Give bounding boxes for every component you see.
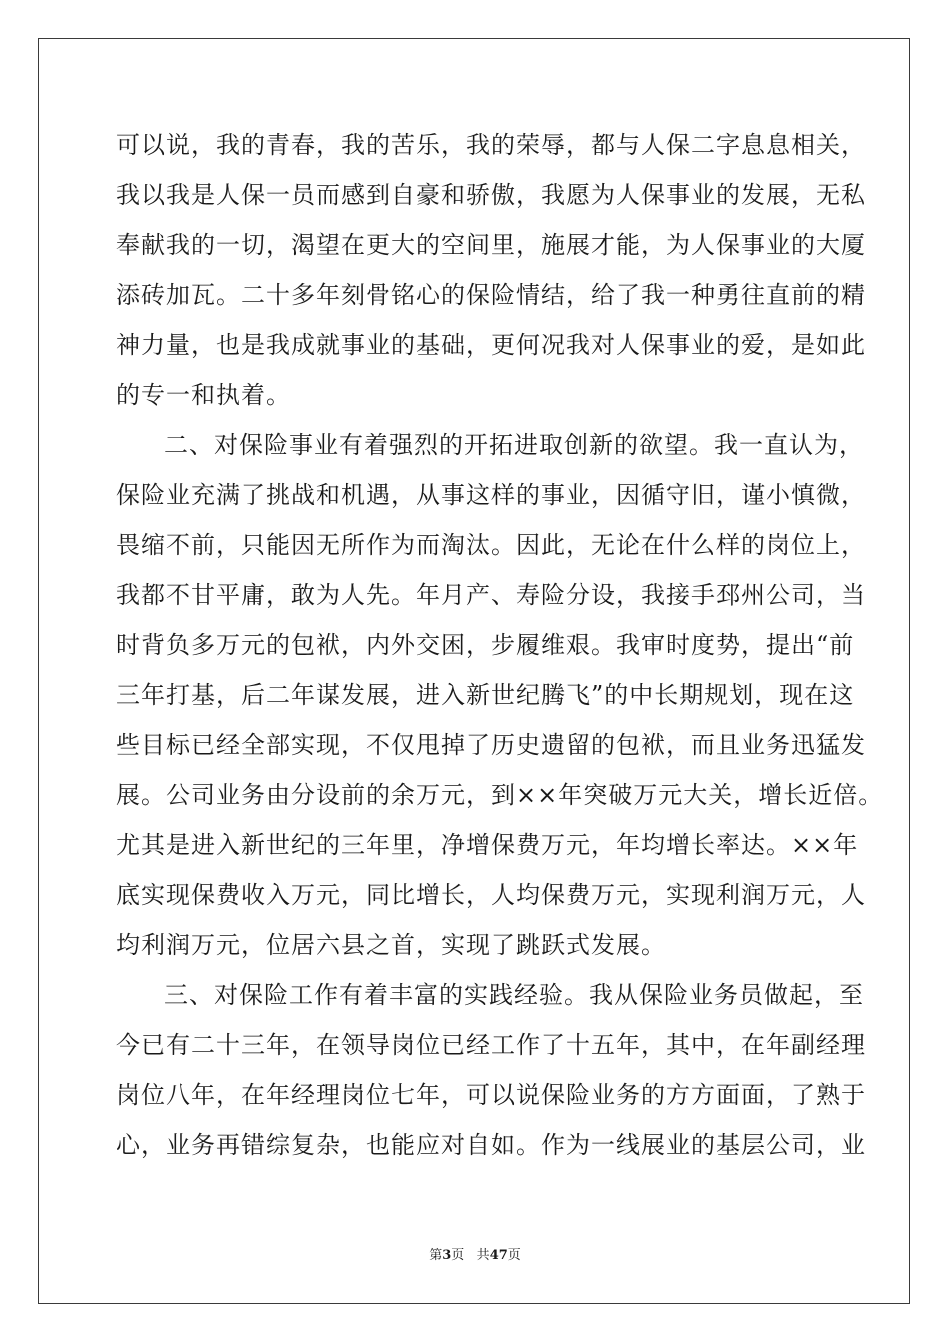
total-suffix: 页 bbox=[507, 1248, 521, 1263]
total-prefix: 共 bbox=[476, 1248, 490, 1263]
text-line: 岗位八年，在年经理岗位七年，可以说保险业务的方方面面，了熟于 bbox=[116, 1081, 866, 1109]
text-line: 些目标已经全部实现，不仅甩掉了历史遗留的包袱，而且业务迅猛发 bbox=[116, 731, 866, 759]
text-line: 尤其是进入新世纪的三年里，净增保费万元，年均增长率达。××年 bbox=[116, 831, 859, 859]
text-line: 三年打基，后二年谋发展，进入新世纪腾飞”的中长期规划，现在这 bbox=[116, 681, 855, 709]
text-line: 三、对保险工作有着丰富的实践经验。我从保险业务员做起，至 bbox=[164, 981, 864, 1009]
page-prefix: 第 bbox=[429, 1248, 443, 1263]
text-line: 我以我是人保一员而感到自豪和骄傲，我愿为人保事业的发展，无私 bbox=[116, 181, 866, 209]
text-line: 添砖加瓦。二十多年刻骨铭心的保险情结，给了我一种勇往直前的精 bbox=[116, 281, 866, 309]
document-body bbox=[116, 120, 884, 1170]
text-line: 展。公司业务由分设前的余万元，到××年突破万元大关，增长近倍。 bbox=[116, 781, 884, 809]
text-line: 神力量，也是我成就事业的基础，更何况我对人保事业的爱，是如此 bbox=[116, 331, 866, 359]
total-pages: 47 bbox=[489, 1248, 508, 1263]
text-line: 保险业充满了挑战和机遇，从事这样的事业，因循守旧，谨小慎微， bbox=[116, 481, 866, 509]
text-line: 二、对保险事业有着强烈的开拓进取创新的欲望。我一直认为， bbox=[164, 431, 864, 459]
text-line: 今已有二十三年，在领导岗位已经工作了十五年，其中，在年副经理 bbox=[116, 1031, 866, 1059]
page-footer bbox=[0, 1244, 950, 1263]
text-line: 奉献我的一切，渴望在更大的空间里，施展才能，为人保事业的大厦 bbox=[116, 231, 866, 259]
text-line: 心，业务再错综复杂，也能应对自如。作为一线展业的基层公司，业 bbox=[116, 1131, 866, 1159]
text-line: 底实现保费收入万元，同比增长，人均保费万元，实现利润万元，人 bbox=[116, 881, 866, 909]
text-line: 可以说，我的青春，我的苦乐，我的荣辱，都与人保二字息息相关， bbox=[116, 131, 866, 159]
text-line: 畏缩不前，只能因无所作为而淘汰。因此，无论在什么样的岗位上， bbox=[116, 531, 866, 559]
page-suffix: 页 bbox=[451, 1248, 465, 1263]
text-line: 均利润万元，位居六县之首，实现了跳跃式发展。 bbox=[116, 931, 666, 959]
text-line: 时背负多万元的包袱，内外交困，步履维艰。我审时度势，提出“前 bbox=[116, 631, 855, 659]
text-line: 的专一和执着。 bbox=[116, 381, 291, 409]
page-number: 3 bbox=[442, 1248, 452, 1263]
text-line: 我都不甘平庸，敢为人先。年月产、寿险分设，我接手邳州公司，当 bbox=[116, 581, 866, 609]
